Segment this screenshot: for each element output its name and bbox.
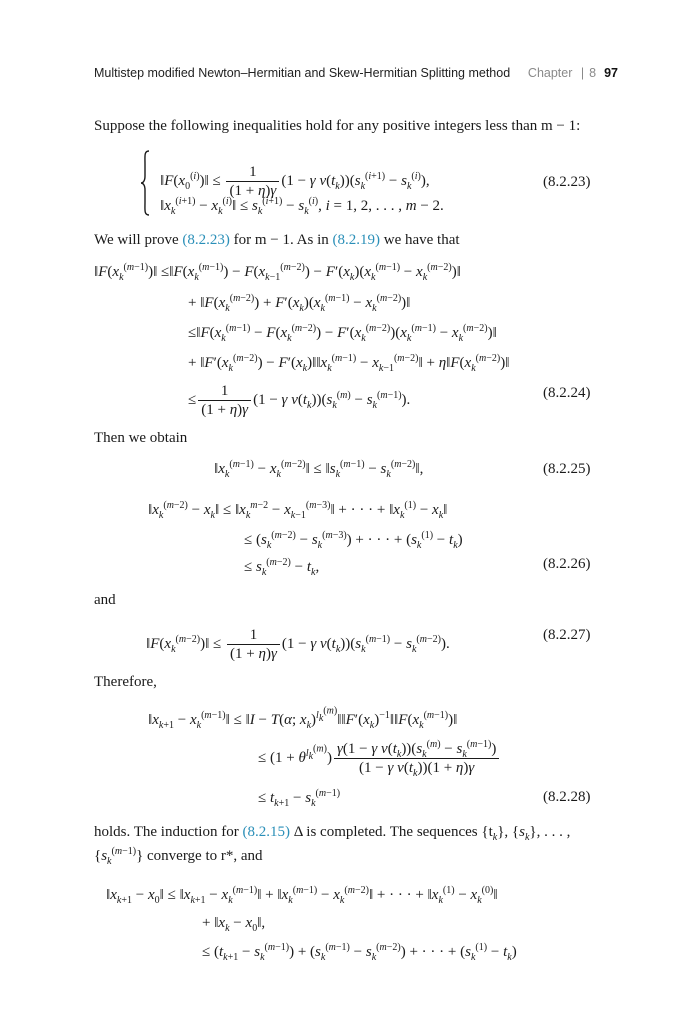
equation-number: (8.2.25) <box>543 461 591 477</box>
paragraph-induction-line1: holds. The induction for (8.2.15) Δ is completed. The sequences $\{t_k\}$, $\{s_k\}$, . . . , <box>94 824 571 843</box>
text-run: Δ is completed. The sequences {t <box>289 824 493 840</box>
page-number: 97 <box>604 66 618 80</box>
equation-link[interactable]: (8.2.23) <box>182 232 230 248</box>
equation-8-2-28-line1: $‖x_{k+1}$ − $x_k^{(m-1)}‖$ ≤ ‖I − T(α; $x_k)^{l_k^{(m)}}‖‖F'(x_k)^{-1}‖‖F(x_k^{(m-1)})‖$ <box>148 705 458 731</box>
equation-link[interactable]: (8.2.19) <box>332 232 380 248</box>
equation-8-2-26-line1: $‖x_k^{(m-2)}$ − $x_k‖$ ≤ $‖x_k^{m-2}$ − $x_{k-1}^{(m-3)}‖$ + · · · + $‖x_k^{(1)}$ − $x_k‖$ <box>148 500 448 521</box>
equation-final-line1: $‖x_{k+1}$ − $x_0‖$ ≤ $‖x_{k+1}$ − $x_k^{(m-1)}‖$ + $‖x_k^{(m-1)}$ − $x_k^{(m-2)}‖$ + · · · + $‖x_k^{(1)}$ − $x_k^{(0)}‖$ <box>106 885 498 906</box>
chapter-marker <box>528 66 618 80</box>
equation-8-2-25: $‖x_k^{(m-1)}$ − $x_k^{(m-2)}‖$ ≤ $‖s_k^{(m-1)}$ − $s_k^{(m-2)}‖$, <box>214 459 424 480</box>
paragraph-obtain: Then we obtain <box>94 430 188 446</box>
equation-number: (8.2.23) <box>543 174 591 190</box>
equation-8-2-24-line3: $\le‖F(x_k^{(m-1)} - F(x_k^{(m-2)}) - F'(x_k^{(m-2)})(x_k^{(m-1)}$ − $x_k^{(m-2)})‖$ <box>188 323 497 344</box>
left-brace-icon <box>140 150 150 216</box>
paragraph-prove <box>94 230 614 250</box>
running-title: Multistep modified Newton–Hermitian and Skew-Hermitian Splitting method <box>94 66 511 80</box>
paragraph-hypothesis: Suppose the following inequalities hold for any positive integers less than m − 1: <box>94 118 581 134</box>
text-run: We will prove <box>94 232 183 248</box>
chapter-label: Chapter <box>527 66 573 80</box>
equation-8-2-26-line2: ≤ $(s_k^{(m-2)} - s_k^{(m-3)})$ + · · · + $(s_k^{(1)} - t_k)$ <box>244 530 463 551</box>
equation-8-2-24-line1: $‖F(x_k^{(m-1)})‖$ $\le‖F(x_k^{(m-1)}) - F(x_{k-1}^{(m-2)}) - F'(x_k)(x_k^{(m-1)}$ − $x_k^{(m-2)})‖$ <box>94 262 461 283</box>
chapter-number: 8 <box>589 66 597 80</box>
equation-number: (8.2.27) <box>543 627 591 643</box>
header-separator: | <box>580 66 585 80</box>
equation-8-2-28-line2: ≤ $(1 + \theta^{l_k^{(m)}})$ $\frac{\gamma(1 - \gamma v(t_k))(s_k^{(m)} - s_k^{(m-1)})}{(1 - \gamma v(t_k))(1 + \eta)\gamma}$ <box>258 740 501 777</box>
equation-number: (8.2.24) <box>543 385 591 401</box>
equation-final-line3: ≤ $(t_{k+1} - s_k^{(m-1)}) + (s_k^{(m-1)} - s_k^{(m-2)})$ + · · · + $(s_k^{(1)} - t_k)$ <box>202 942 517 963</box>
text-run: for m − 1. As in <box>229 232 333 248</box>
running-header <box>94 66 618 84</box>
equation-8-2-24-line4: + $‖F'(x_k^{(m-2)})$ − $F'(x_k)‖‖x_k^{(m-1)}$ − $x_{k-1}^{(m-2)}‖$ + $\eta‖F(x_k^{(m-2)})‖$ <box>188 353 510 374</box>
equation-number: (8.2.28) <box>543 789 591 805</box>
equation-8-2-23-line2: $‖x_k^{(i+1)}$ − $x_k^{(i)}‖ \le s_k^{(i+1)} - s_k^{(i)}$, i = 1, 2, . . . , m − 2. <box>160 196 444 217</box>
equation-8-2-24-line2: + $‖F(x_k^{(m-2)}) + F'(x_k)(x_k^{(m-1)}$ − $x_k^{(m-2)})‖$ <box>188 293 411 314</box>
text-run: holds. The induction for <box>94 824 243 840</box>
equation-link[interactable]: (8.2.15) <box>242 824 290 840</box>
equation-8-2-23-line1: $‖F(x_0^{(i)})‖$ ≤ $\frac{1}{(1 + \eta)\gamma}$ (1 − γ $v(t_k))(s_k^{(i+1)} - s_k^{(i)})$, <box>160 164 430 199</box>
paragraph-induction-line2: $\{s_k^{(m-1)}\}$ converge to r*, and <box>94 846 263 867</box>
paragraph-therefore: Therefore, <box>94 674 157 690</box>
equation-8-2-26-line3: ≤ $s_k^{(m-2)} - t_k$, <box>244 557 320 578</box>
equation-8-2-24-line5: ≤ $\frac{1}{(1 + \eta)\gamma}$ (1 − γ $v(t_k))(s_k^{(m)} - s_k^{(m-1)})$. <box>188 383 411 418</box>
paragraph-and: and <box>94 592 116 608</box>
equation-final-line2: + $‖x_k$ − $x_0‖$, <box>202 915 266 934</box>
text-run: } converge to r*, and <box>136 848 263 864</box>
text-run: we have that <box>380 232 460 248</box>
equation-number: (8.2.26) <box>543 556 591 572</box>
equation-8-2-27: $‖F(x_k^{(m-2)})‖$ ≤ $\frac{1}{(1 + \eta)\gamma}$ (1 − γ $v(t_k))(s_k^{(m-1)} - s_k^{(m-2)})$. <box>146 627 450 662</box>
equation-8-2-28-line3: ≤ $t_{k+1} - s_k^{(m-1)}$ <box>258 788 341 809</box>
